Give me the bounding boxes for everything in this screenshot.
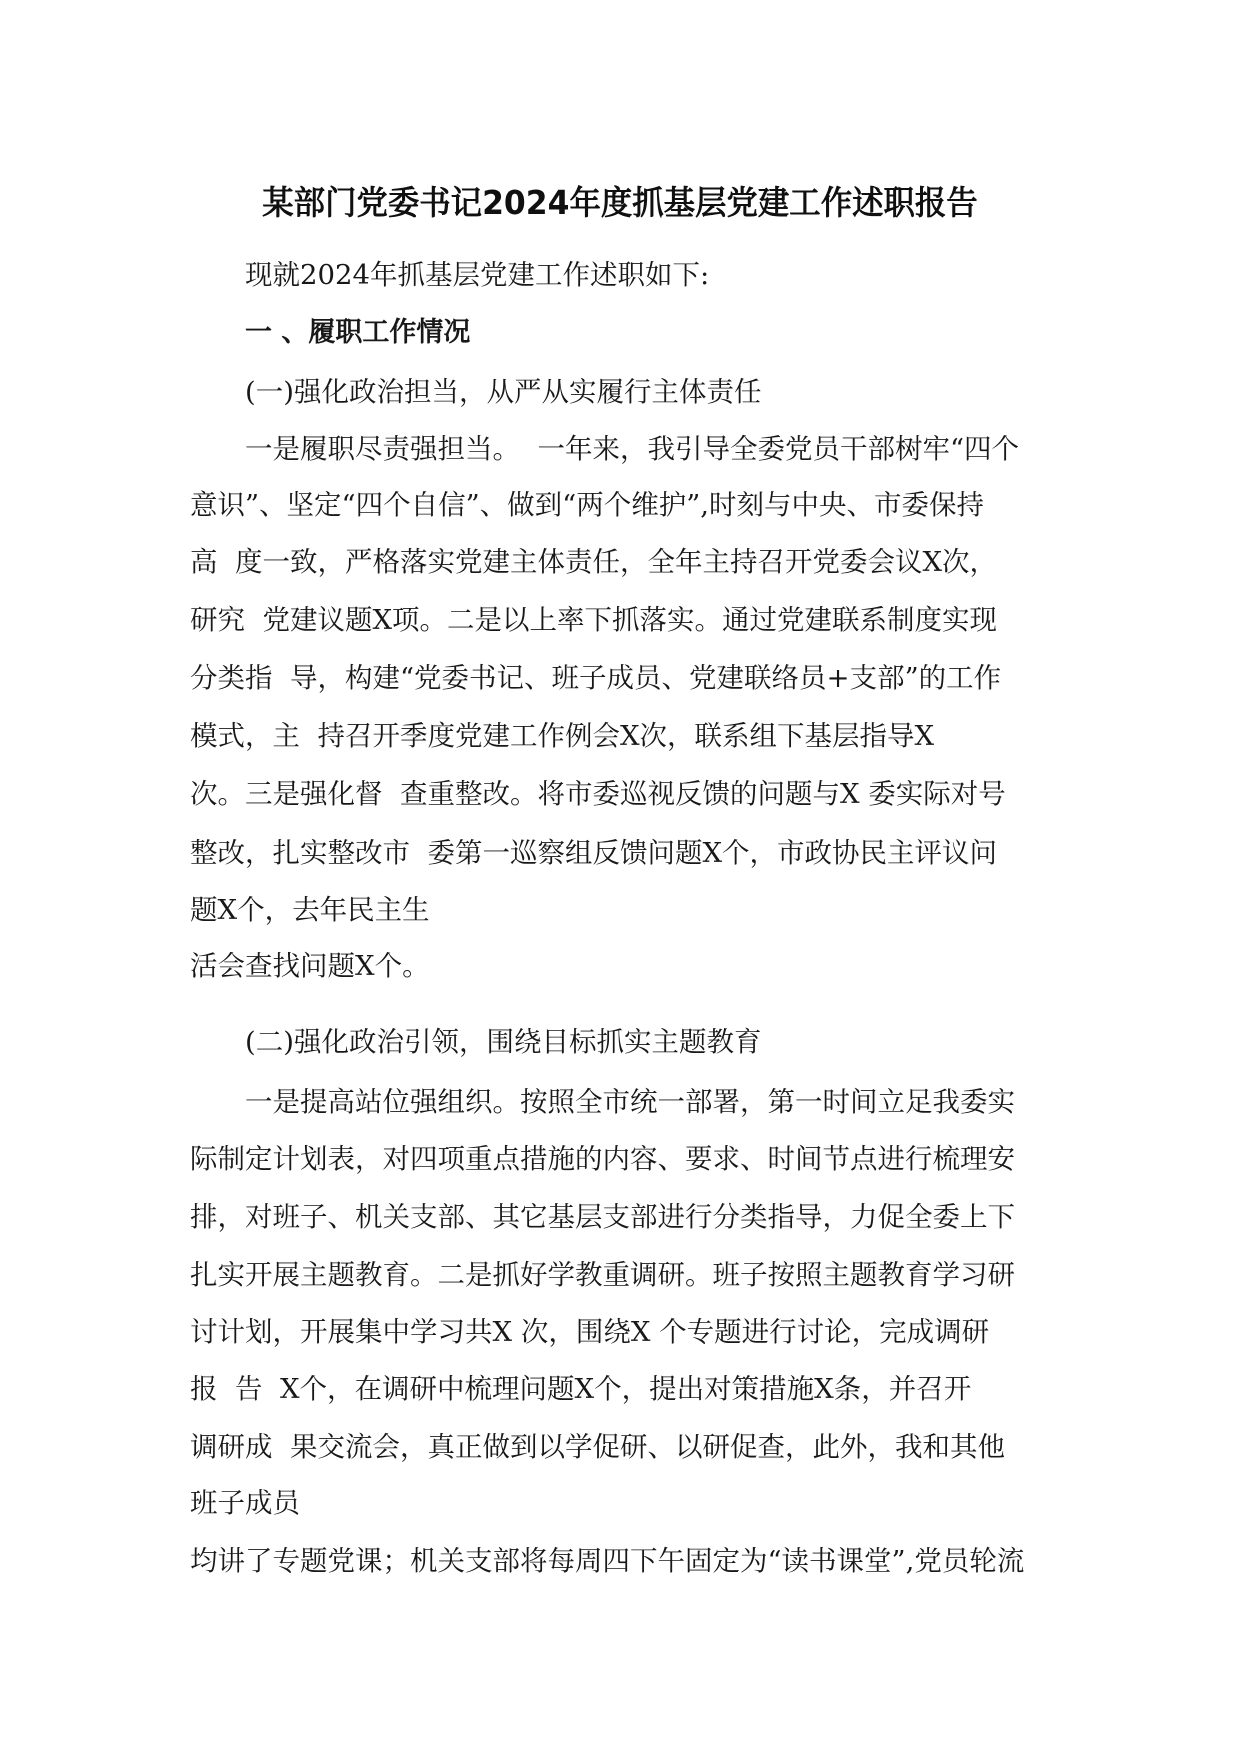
section-heading: 一 、履职工作情况 <box>245 317 471 348</box>
text-line: 扎实开展主题教育。二是抓好学教重调研。班子按照主题教育学习研 <box>190 1259 1015 1291</box>
text-line: 次。三是强化督 查重整改。将市委巡视反馈的问题与X 委实际对号 <box>190 778 1006 810</box>
text-line: 活会查找问题X个。 <box>190 950 430 982</box>
text-line: 整改，扎实整改市 委第一巡察组反馈问题X个，市政协民主评议问 <box>190 837 998 869</box>
document-title: 某部门党委书记2024年度抓基层党建工作述职报告 <box>262 183 978 222</box>
text-line: 题X个，去年民主生 <box>190 894 430 926</box>
text-line: 排，对班子、机关支部、其它基层支部进行分类指导，力促全委上下 <box>190 1201 1015 1233</box>
text-line: 研究 党建议题X项。二是以上率下抓落实。通过党建联系制度实现 <box>190 604 998 636</box>
text-line: 讨计划，开展集中学习共X 次，围绕X 个专题进行讨论，完成调研 <box>190 1316 990 1348</box>
text-line: 际制定计划表，对四项重点措施的内容、要求、时间节点进行梳理安 <box>190 1143 1015 1175</box>
text-line: 一是履职尽责强担当。 一年来，我引导全委党员干部树牢“四个 <box>245 433 1020 465</box>
text-line: 模式，主 持召开季度党建工作例会X次，联系组下基层指导X <box>190 720 935 752</box>
text-line: 均讲了专题党课；机关支部将每周四下午固定为“读书课堂”,党员轮流 <box>190 1545 1025 1577</box>
subsection-heading: (一)强化政治担当，从严从实履行主体责任 <box>245 376 762 408</box>
text-line: 调研成 果交流会，真正做到以学促研、以研促查，此外，我和其他 <box>190 1431 1005 1463</box>
text-line: 报 告 X个，在调研中梳理问题X个，提出对策措施X条，并召开 <box>190 1373 972 1405</box>
subsection-heading: (二)强化政治引领，围绕目标抓实主题教育 <box>245 1026 762 1058</box>
text-line: 班子成员 <box>190 1487 300 1519</box>
intro-paragraph: 现就2024年抓基层党建工作述职如下: <box>245 259 710 291</box>
text-line: 一是提高站位强组织。按照全市统一部署，第一时间立足我委实 <box>245 1086 1015 1118</box>
text-line: 高 度一致，严格落实党建主体责任，全年主持召开党委会议X次， <box>190 546 998 578</box>
text-line: 分类指 导，构建“党委书记、班子成员、党建联络员+支部”的工作 <box>190 662 1002 694</box>
text-line: 意识”、坚定“四个自信”、做到“两个维护”,时刻与中央、市委保持 <box>190 489 985 521</box>
